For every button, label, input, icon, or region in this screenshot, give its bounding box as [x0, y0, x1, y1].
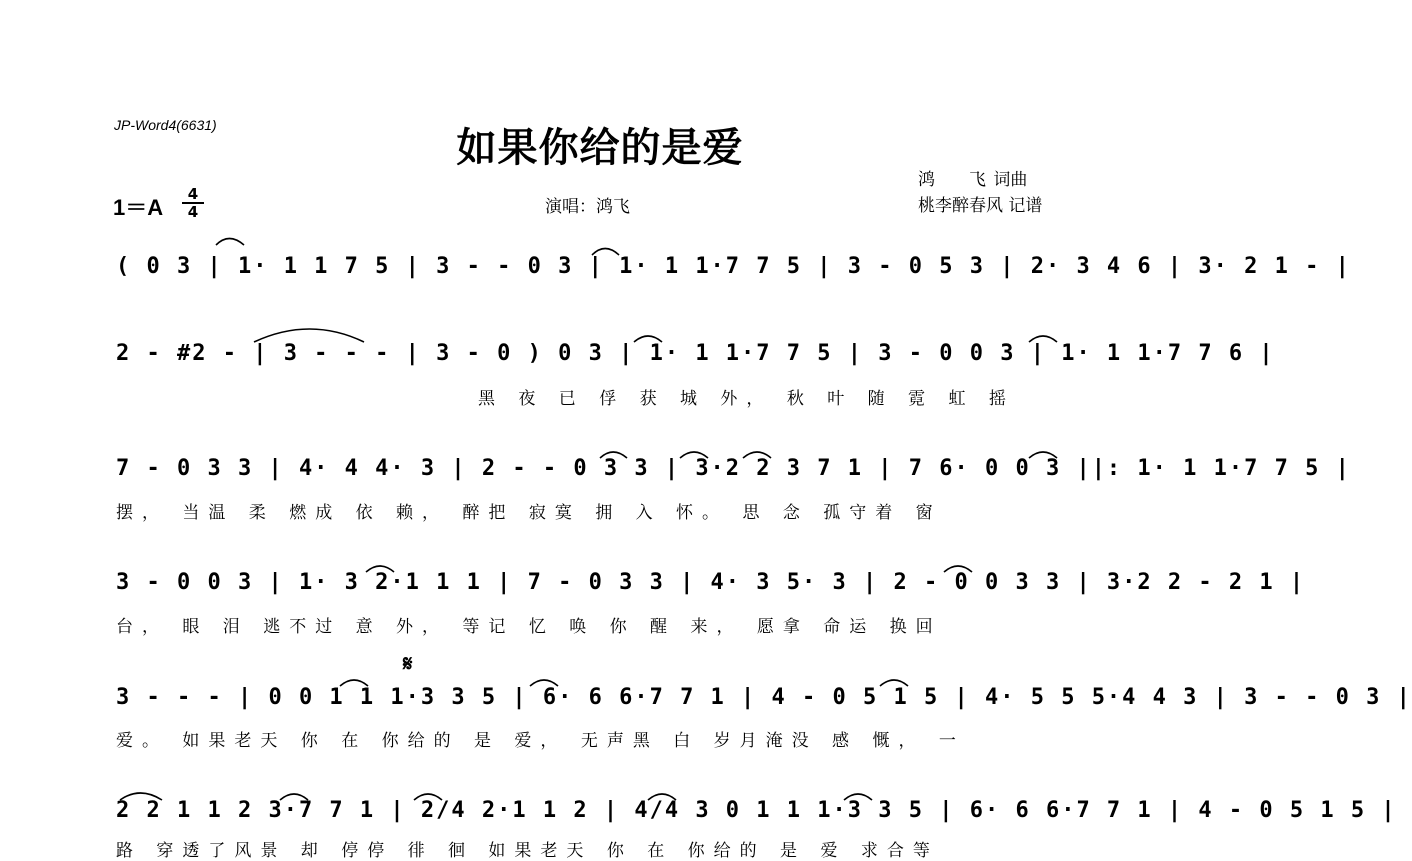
- slur-mark: [120, 793, 162, 800]
- singer-credit: 演唱：鸿飞: [545, 197, 630, 217]
- lyrics-line-4: 台， 眼 泪 逃不过 意 外， 等记 忆 唤 你 醒 来， 愿拿 命运 换回: [116, 617, 942, 637]
- notation-line-4: 3 - 0 0 3 | 1· 3 2·1 1 1 | 7 - 0 3 3 | 4· 3 5· 3 | 2 - 0 0 3 3 | 3·2 2 - 2 1 |: [116, 570, 1306, 595]
- lyricist-composer-credit: 鸿 飞 词曲: [918, 170, 1028, 190]
- slur-mark: [280, 794, 308, 800]
- slur-mark: [743, 452, 771, 458]
- lyrics-line-6: 路 穿透了风景 却 停停 徘 徊 如果老天 你 在 你给的 是 爱 求合等: [116, 841, 939, 861]
- notation-line-1: ( 0 3 | 1· 1 1 7 5 | 3 - - 0 3 | 1· 1 1·7 7 5 | 3 - 0 5 3 | 2· 3 4 6 | 3· 2 1 - |: [116, 254, 1351, 279]
- lyrics-line-3: 摆， 当温 柔 燃成 依 赖， 醉把 寂寞 拥 入 怀。 思 念 孤守着 窗: [116, 503, 942, 523]
- slur-mark: [600, 452, 627, 458]
- time-signature-denominator: 4: [182, 202, 204, 220]
- notation-line-3: 7 - 0 3 3 | 4· 4 4· 3 | 2 - - 0 3 3 | 3·2 2 3 7 1 | 7 6· 0 0 3 ||: 1· 1 1·7 7 5 |: [116, 456, 1351, 481]
- slur-mark: [340, 680, 368, 686]
- slur-mark: [530, 680, 558, 686]
- slur-mark: [1029, 452, 1057, 458]
- slur-mark: [366, 566, 394, 572]
- slur-mark: [680, 452, 708, 458]
- song-title: 如果你给的是爱: [456, 124, 744, 171]
- slur-mark: [944, 566, 972, 572]
- time-signature-numerator: 4: [187, 185, 199, 203]
- source-label: JP-Word4(6631): [114, 117, 217, 133]
- slur-mark: [1029, 336, 1057, 342]
- slur-mark: [648, 794, 676, 800]
- notation-line-6: 2 2 1 1 2 3·7 7 1 | 2/4 2·1 1 2 | 4/4 3 0 1 1 1·3 3 5 | 6· 6 6·7 7 1 | 4 - 0 5 1 5 |: [116, 798, 1397, 823]
- slur-mark: [880, 680, 908, 686]
- notation-line-2: 2 - #2 - | 3 - - - | 3 - 0 ) 0 3 | 1· 1 1·7 7 5 | 3 - 0 0 3 | 1· 1 1·7 7 6 |: [116, 341, 1275, 366]
- key-signature: 1＝A: [113, 195, 164, 220]
- slur-mark: [414, 794, 442, 800]
- segno-sign: 𝄋: [403, 652, 413, 677]
- lyrics-line-2: 黑 夜 已 俘 获 城 外， 秋 叶 随 霓 虹 摇: [478, 389, 1015, 409]
- notation-line-5: 3 - - - | 0 0 1 1 1·3 3 5 | 6· 6 6·7 7 1 | 4 - 0 5 1 5 | 4· 5 5 5·4 4 3 | 3 - - 0 3 |: [116, 685, 1412, 710]
- slur-mark: [634, 336, 662, 342]
- slur-mark: [844, 794, 872, 800]
- lyrics-line-5: 爱。 如果老天 你 在 你给的 是 爱， 无声黑 白 岁月淹没 感 慨， 一: [116, 731, 965, 751]
- transcriber-credit: 桃李醉春风 记谱: [918, 196, 1043, 216]
- slur-mark: [592, 249, 619, 256]
- slur-mark: [216, 239, 244, 246]
- slur-mark: [254, 329, 364, 342]
